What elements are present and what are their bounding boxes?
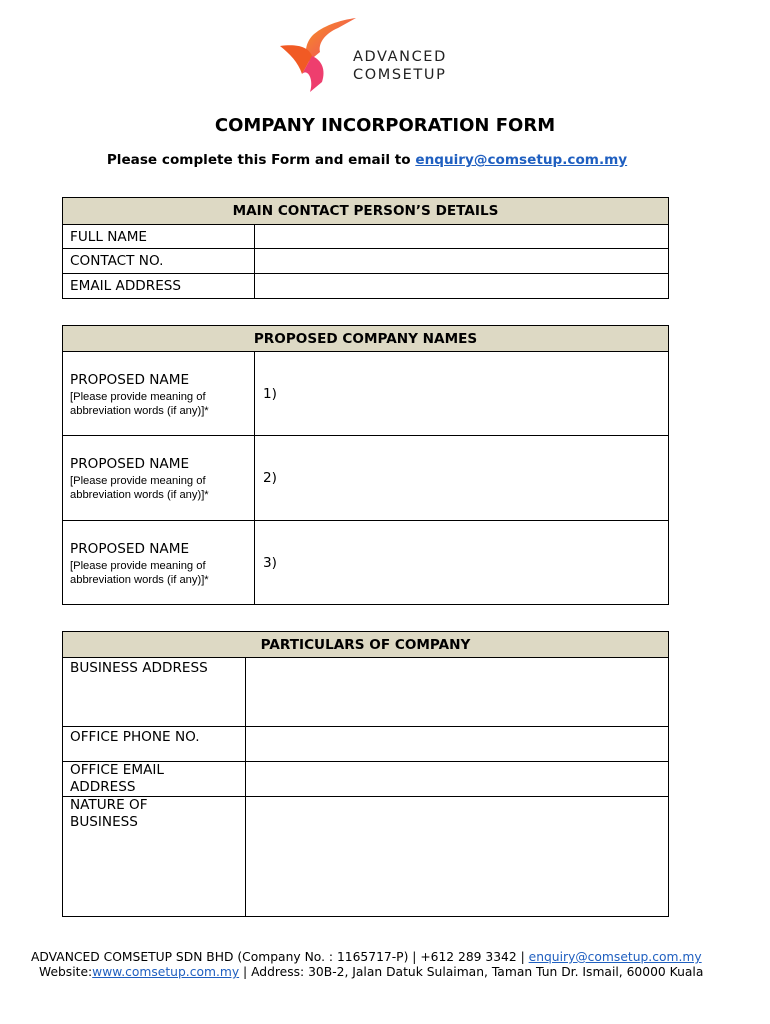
- particulars-section-header: PARTICULARS OF COMPANY: [63, 632, 669, 658]
- footer-line-2: [0, 965, 770, 979]
- proposed-name-note: abbreviation words (if any)]*: [70, 489, 209, 501]
- proposed-name-field-3[interactable]: 3): [255, 521, 669, 605]
- logo-text-line1: ADVANCED: [353, 49, 447, 65]
- email-address-field[interactable]: [255, 274, 669, 299]
- company-logo-mark: [278, 16, 360, 94]
- particulars-table: [62, 631, 669, 917]
- footer-address: | Address: 30B-2, Jalan Datuk Sulaiman, Taman Tun Dr. Ismail, 60000 Kuala: [239, 965, 704, 979]
- proposed-name-note: abbreviation words (if any)]*: [70, 405, 209, 417]
- proposed-name-title: PROPOSED NAME: [70, 541, 190, 557]
- nature-of-business-label-line: NATURE OF: [70, 797, 148, 813]
- proposed-name-label-2: [63, 436, 255, 521]
- contact-no-label: CONTACT NO.: [63, 249, 255, 274]
- full-name-label: FULL NAME: [63, 225, 255, 249]
- proposed-name-field-1[interactable]: 1): [255, 352, 669, 436]
- footer-company-info: ADVANCED COMSETUP SDN BHD (Company No. : 1165717-P) | +612 289 3342 |: [31, 950, 529, 964]
- nature-of-business-label: [63, 797, 246, 917]
- footer-website-link[interactable]: www.comsetup.com.my: [92, 965, 240, 979]
- footer-line-1: [0, 950, 770, 964]
- contact-section-header: MAIN CONTACT PERSON’S DETAILS: [63, 198, 669, 225]
- proposed-name-note: [Please provide meaning of: [70, 560, 206, 572]
- office-email-label: [63, 762, 246, 797]
- proposed-name-field-2[interactable]: 2): [255, 436, 669, 521]
- subtitle-text: Please complete this Form and email to: [106, 152, 416, 168]
- form-subtitle: [0, 152, 734, 168]
- footer-website-prefix: Website:: [39, 965, 93, 979]
- proposed-name-label-3: [63, 521, 255, 605]
- office-phone-field[interactable]: [246, 727, 669, 762]
- business-address-field[interactable]: [246, 658, 669, 727]
- nature-of-business-label-line: BUSINESS: [70, 814, 138, 830]
- office-email-field[interactable]: [246, 762, 669, 797]
- proposed-name-title: PROPOSED NAME: [70, 456, 190, 472]
- proposed-name-note: [Please provide meaning of: [70, 475, 206, 487]
- email-address-label: EMAIL ADDRESS: [63, 274, 255, 299]
- logo-text-line2: COMSETUP: [353, 67, 447, 83]
- nature-of-business-field[interactable]: [246, 797, 669, 917]
- form-title: COMPANY INCORPORATION FORM: [214, 115, 556, 136]
- proposed-name-note: [Please provide meaning of: [70, 391, 206, 403]
- office-email-label-line: ADDRESS: [70, 779, 136, 795]
- business-address-label: BUSINESS ADDRESS: [63, 658, 246, 727]
- contact-details-table: [62, 197, 669, 299]
- proposed-names-table: [62, 325, 669, 605]
- proposed-name-label-1: [63, 352, 255, 436]
- proposed-name-title: PROPOSED NAME: [70, 372, 190, 388]
- office-email-label-line: OFFICE EMAIL: [70, 762, 164, 778]
- footer-email-link[interactable]: enquiry@comsetup.com.my: [528, 950, 702, 964]
- subtitle-email-link[interactable]: enquiry@comsetup.com.my: [415, 152, 628, 168]
- full-name-field[interactable]: [255, 225, 669, 249]
- proposed-name-note: abbreviation words (if any)]*: [70, 574, 209, 586]
- contact-no-field[interactable]: [255, 249, 669, 274]
- office-phone-label: OFFICE PHONE NO.: [63, 727, 246, 762]
- names-section-header: PROPOSED COMPANY NAMES: [63, 326, 669, 352]
